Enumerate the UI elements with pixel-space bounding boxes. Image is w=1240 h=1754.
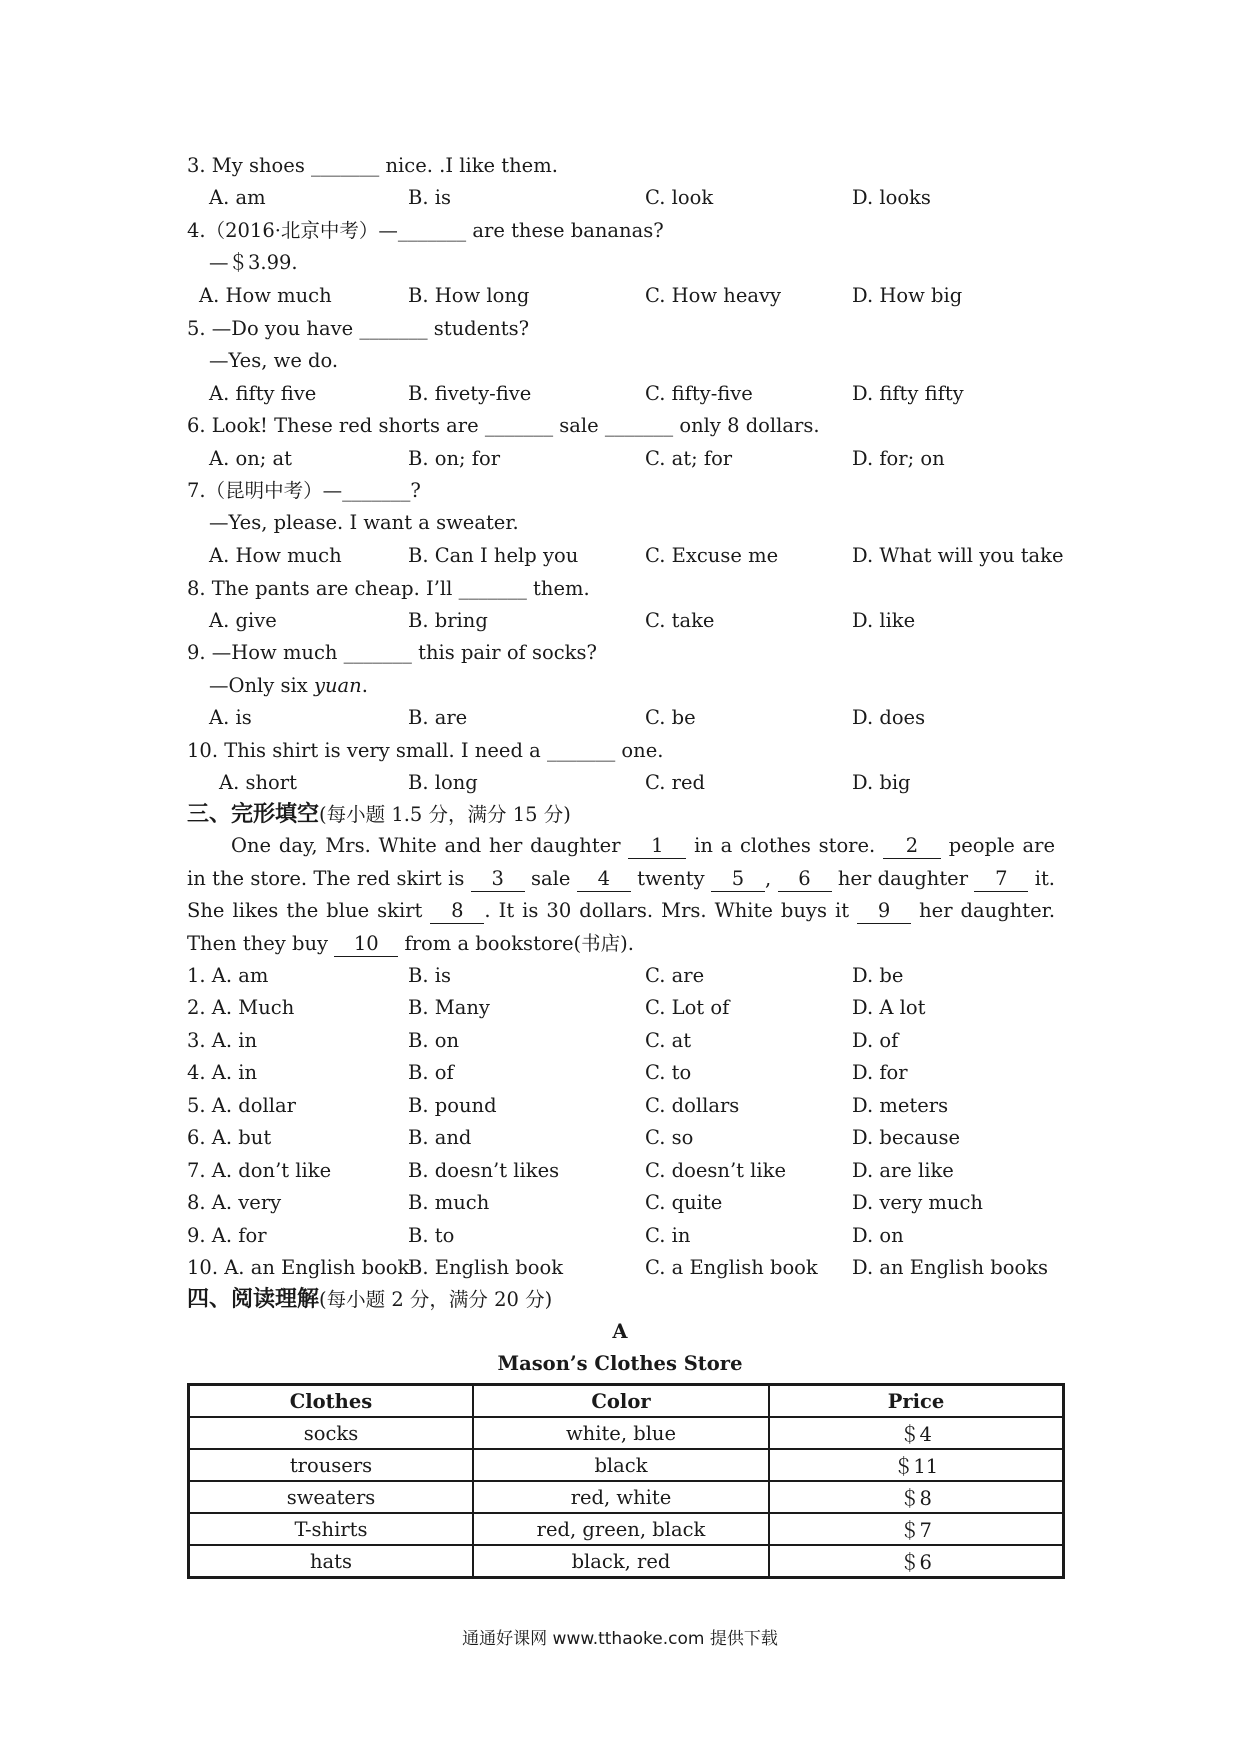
cell-color: red, green, black (473, 1513, 769, 1545)
question-9-option-d: D. does (852, 706, 926, 729)
table-row (189, 1513, 1064, 1545)
blank-10: 10 (334, 932, 398, 957)
question-8-option-a: A. give (209, 609, 277, 632)
cloze-2-option-c: C. Lot of (645, 996, 730, 1019)
question-7-option-b: B. Can I help you (408, 544, 579, 567)
cloze-10-option-a: 10. A. an English book (187, 1256, 410, 1279)
question-7-stem: 7.（昆明中考）—_______? (187, 479, 421, 502)
cell-price: ＄8 (769, 1481, 1064, 1513)
question-6-option-b: B. on; for (408, 447, 501, 470)
question-9-option-b: B. are (408, 706, 468, 729)
cell-color: white, blue (473, 1417, 769, 1449)
question-4-stem: 4.（2016·北京中考）—_______ are these bananas? (187, 219, 664, 242)
passage-text: . It is 30 dollars. Mrs. White buys it (484, 899, 850, 922)
cloze-2-option-d: D. A lot (852, 996, 926, 1019)
cell-price: ＄11 (769, 1449, 1064, 1481)
question-9-answer-pre: —Only six (209, 674, 314, 697)
blank-9: 9 (857, 899, 911, 924)
question-7-option-c: C. Excuse me (645, 544, 779, 567)
cloze-6-option-b: B. and (408, 1126, 472, 1149)
cell-price: ＄7 (769, 1513, 1064, 1545)
cloze-3-option-c: C. at (645, 1029, 692, 1052)
cloze-3-option-b: B. on (408, 1029, 460, 1052)
question-6-option-a: A. on; at (209, 447, 293, 470)
cloze-6-option-a: 6. A. but (187, 1126, 272, 1149)
section-4-heading (187, 1284, 552, 1316)
question-5-stem: 5. —Do you have _______ students? (187, 317, 530, 340)
cloze-5-option-a: 5. A. dollar (187, 1094, 296, 1117)
cloze-3-option-a: 3. A. in (187, 1029, 258, 1052)
page-footer: 通通好课网 www.tthaoke.com 提供下载 (462, 1629, 778, 1649)
passage-text: it. She likes the blue skirt (187, 866, 1055, 922)
cloze-passage (187, 830, 1055, 960)
question-9-option-a: A. is (209, 706, 252, 729)
cloze-10-option-c: C. a English book (645, 1256, 818, 1279)
question-5-option-b: B. fivety-five (408, 382, 532, 405)
question-9-stem: 9. —How much _______ this pair of socks? (187, 641, 597, 664)
cloze-7-option-d: D. are like (852, 1159, 954, 1182)
question-4-option-c: C. How heavy (645, 284, 782, 307)
question-3-option-c: C. look (645, 186, 714, 209)
question-10-option-b: B. long (408, 771, 478, 794)
blank-6: 6 (778, 867, 832, 892)
cloze-8-option-b: B. much (408, 1191, 490, 1214)
cloze-8-option-d: D. very much (852, 1191, 983, 1214)
question-5-option-a: A. fifty five (209, 382, 317, 405)
question-6-option-c: C. at; for (645, 447, 733, 470)
cloze-1-option-c: C. are (645, 964, 705, 987)
column-header-color: Color (473, 1385, 769, 1418)
cloze-9-option-d: D. on (852, 1224, 904, 1247)
question-4-option-a: A. How much (199, 284, 332, 307)
question-6-stem: 6. Look! These red shorts are _______ sale _______ only 8 dollars. (187, 414, 820, 437)
question-7-answer-line: —Yes, please. I want a sweater. (209, 511, 519, 534)
passage-text: in a clothes store. (694, 834, 876, 857)
cell-clothes: socks (189, 1417, 474, 1449)
reading-passage-label: A (612, 1320, 628, 1343)
table-row (189, 1449, 1064, 1481)
section-4-note: (每小题 2 分，满分 20 分) (319, 1288, 553, 1311)
question-8-option-d: D. like (852, 609, 916, 632)
cloze-8-option-a: 8. A. very (187, 1191, 282, 1214)
column-header-price: Price (769, 1385, 1064, 1418)
passage-text: , (764, 866, 772, 890)
passage-text: twenty (637, 866, 705, 890)
question-3-option-a: A. am (209, 186, 266, 209)
cloze-4-option-c: C. to (645, 1061, 692, 1084)
cell-clothes: hats (189, 1545, 474, 1578)
question-3-stem: 3. My shoes _______ nice. .I like them. (187, 154, 558, 177)
cloze-4-option-d: D. for (852, 1061, 908, 1084)
question-10-option-a: A. short (219, 771, 297, 794)
passage-text: her daughter (837, 866, 969, 890)
cloze-6-option-d: D. because (852, 1126, 961, 1149)
cloze-2-option-a: 2. A. Much (187, 996, 295, 1019)
cloze-7-option-c: C. doesn’t like (645, 1159, 787, 1182)
cell-clothes: sweaters (189, 1481, 474, 1513)
cell-color: black, red (473, 1545, 769, 1578)
cell-color: black (473, 1449, 769, 1481)
blank-7: 7 (974, 867, 1028, 892)
passage-text: from a bookstore(书店). (404, 931, 634, 955)
question-10-option-c: C. red (645, 771, 705, 794)
question-10-option-d: D. big (852, 771, 911, 794)
question-4-answer-line: —＄3.99. (209, 251, 298, 274)
question-9-answer-post: . (361, 674, 368, 697)
question-8-stem: 8. The pants are cheap. I’ll _______ them. (187, 577, 590, 600)
cloze-10-option-b: B. English book (408, 1256, 564, 1279)
cloze-5-option-b: B. pound (408, 1094, 497, 1117)
question-9-answer-line (209, 670, 368, 702)
cloze-9-option-c: C. in (645, 1224, 691, 1247)
question-9-answer-yuan: yuan (313, 674, 362, 697)
section-3-heading (187, 799, 571, 831)
passage-text: her daughter. Then they buy (187, 899, 1056, 955)
passage-text: sale (531, 866, 571, 890)
question-7-option-a: A. How much (209, 544, 342, 567)
cloze-4-option-a: 4. A. in (187, 1061, 258, 1084)
cloze-1-option-d: D. be (852, 964, 904, 987)
section-3-title: 三、完形填空 (187, 802, 320, 827)
cloze-5-option-c: C. dollars (645, 1094, 740, 1117)
question-10-stem: 10. This shirt is very small. I need a _______ one. (187, 739, 664, 762)
blank-8: 8 (430, 899, 484, 924)
cloze-1-option-b: B. is (408, 964, 451, 987)
table-row (189, 1545, 1064, 1578)
passage-text: One day, Mrs. White and her daughter (231, 834, 621, 857)
blank-4: 4 (577, 867, 631, 892)
question-8-option-c: C. take (645, 609, 715, 632)
table-row (189, 1417, 1064, 1449)
cloze-5-option-d: D. meters (852, 1094, 949, 1117)
question-4-option-d: D. How big (852, 284, 963, 307)
blank-5: 5 (711, 867, 765, 892)
column-header-clothes: Clothes (189, 1385, 474, 1418)
blank-3: 3 (471, 867, 525, 892)
cloze-2-option-b: B. Many (408, 996, 490, 1019)
table-header-row (189, 1385, 1064, 1418)
cloze-8-option-c: C. quite (645, 1191, 723, 1214)
question-5-option-c: C. fifty-five (645, 382, 753, 405)
cloze-9-option-b: B. to (408, 1224, 455, 1247)
passage-text: people are in the store. The red skirt is (187, 834, 1056, 890)
blank-2: 2 (883, 834, 941, 859)
cloze-3-option-d: D. of (852, 1029, 899, 1052)
cell-price: ＄6 (769, 1545, 1064, 1578)
cloze-1-option-a: 1. A. am (187, 964, 269, 987)
cloze-9-option-a: 9. A. for (187, 1224, 267, 1247)
cell-price: ＄4 (769, 1417, 1064, 1449)
question-5-option-d: D. fifty fifty (852, 382, 964, 405)
question-6-option-d: D. for; on (852, 447, 945, 470)
question-5-answer-line: —Yes, we do. (209, 349, 339, 372)
cloze-10-option-d: D. an English books (852, 1256, 1049, 1279)
question-3-option-d: D. looks (852, 186, 931, 209)
cell-clothes: trousers (189, 1449, 474, 1481)
question-9-option-c: C. be (645, 706, 696, 729)
section-4-title: 四、阅读理解 (187, 1287, 320, 1312)
cell-clothes: T-shirts (189, 1513, 474, 1545)
question-3-option-b: B. is (408, 186, 451, 209)
cloze-7-option-b: B. doesn’t likes (408, 1159, 560, 1182)
section-3-note: (每小题 1.5 分，满分 15 分) (319, 803, 571, 826)
price-table (187, 1383, 1065, 1579)
table-row (189, 1481, 1064, 1513)
store-title: Mason’s Clothes Store (497, 1352, 743, 1375)
blank-1: 1 (628, 834, 686, 859)
cloze-6-option-c: C. so (645, 1126, 694, 1149)
cloze-7-option-a: 7. A. don’t like (187, 1159, 332, 1182)
cloze-4-option-b: B. of (408, 1061, 454, 1084)
question-8-option-b: B. bring (408, 609, 488, 632)
question-4-option-b: B. How long (408, 284, 530, 307)
cell-color: red, white (473, 1481, 769, 1513)
question-7-option-d: D. What will you take (852, 544, 1064, 567)
